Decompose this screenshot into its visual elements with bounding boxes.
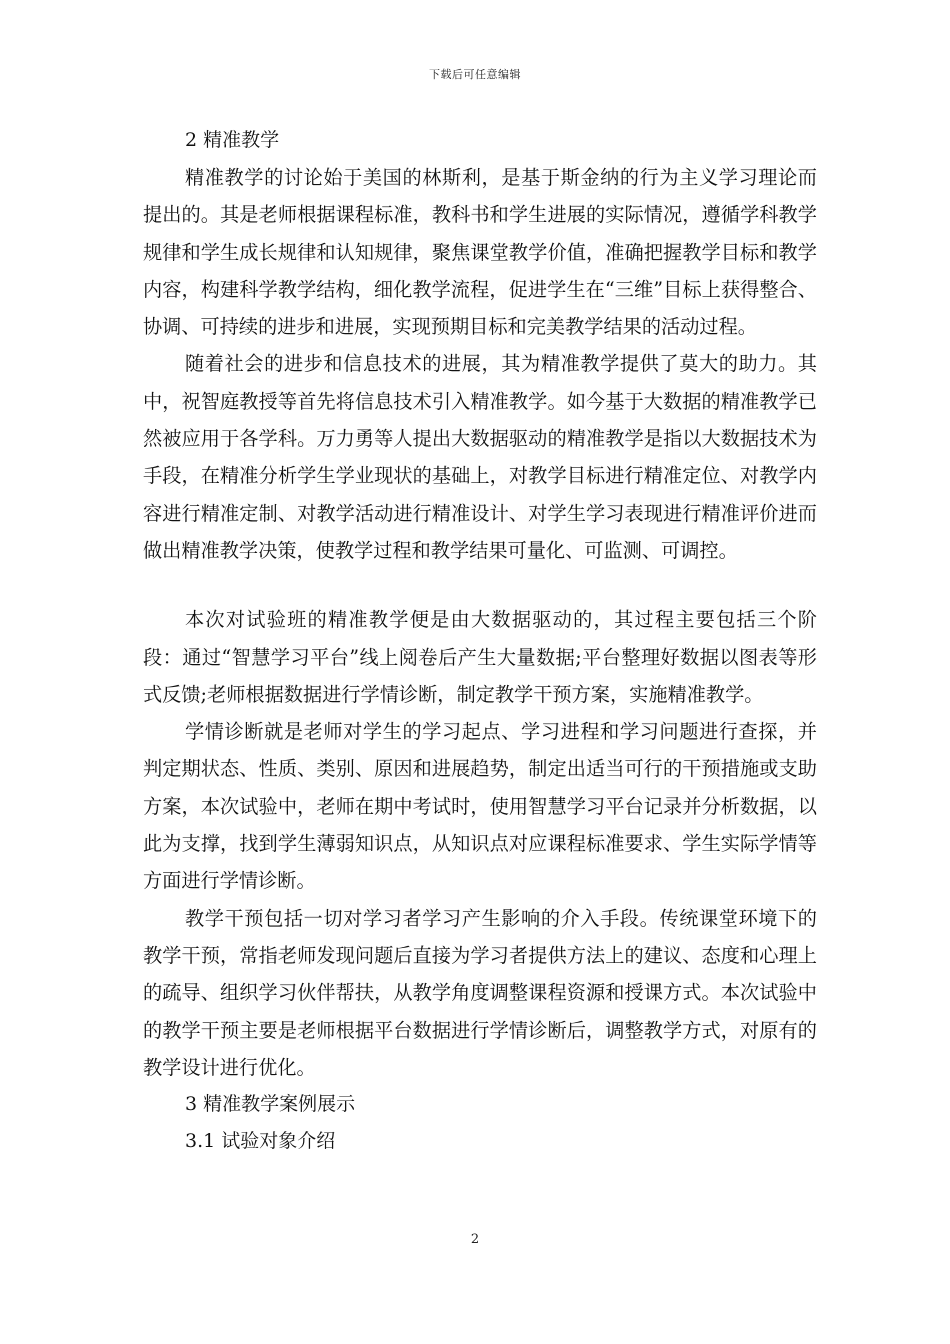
paragraph-learning-diagnosis: 学情诊断就是老师对学生的学习起点、学习进程和学习问题进行查探，并判定期状态、性质、类别、原因和进展趋势，制定出适当可行的干预措施或支助方案，本次试验中，老师在期中考试时，使用智慧学习平台记录并分析数据，以此为支撑，找到学生薄弱知识点，从知识点对应课程标准要求、学生实际学情等方面进行学情诊断。 [143, 720, 817, 893]
paragraph-precision-teaching-definition: 精准教学的讨论始于美国的林斯利，是基于斯金纳的行为主义学习理论而提出的。其是老师根据课程标准，教科书和学生进展的实际情况，遵循学科教学规律和学生成长规律和认知规律，聚焦课堂教学价值，准确把握教学目标和教学内容，构建科学教学结构，细化教学流程，促进学生在“三维”目标上获得整合、协调、可持续的进步和进展，实现预期目标和完美教学结果的活动过程。 [143, 166, 817, 339]
paragraph-experiment-stages: 本次对试验班的精准教学便是由大数据驱动的，其过程主要包括三个阶段：通过“智慧学习平台”线上阅卷后产生大量数据;平台整理好数据以图表等形式反馈;老师根据数据进行学情诊断，制定教学干预方案，实施精准教学。 [143, 608, 817, 706]
page-number: 2 [470, 1232, 480, 1247]
section-heading-3: 3 精准教学案例展示 [185, 1093, 356, 1116]
paragraph-information-technology: 随着社会的进步和信息技术的进展，其为精准教学提供了莫大的助力。其中，祝智庭教授等首先将信息技术引入精准教学。如今基于大数据的精准教学已然被应用于各学科。万力勇等人提出大数据驱动的精准教学是指以大数据技术为手段，在精准分析学生学业现状的基础上，对教学目标进行精准定位、对教学内容进行精准定制、对教学活动进行精准设计、对学生学习表现进行精准评价进而做出精准教学决策，使教学过程和教学结果可量化、可监测、可调控。 [143, 352, 817, 562]
paragraph-gap [143, 569, 817, 601]
section-heading-2: 2 精准教学 [185, 129, 280, 151]
document-body [143, 122, 817, 1160]
paragraph-teaching-intervention: 教学干预包括一切对学习者学习产生影响的介入手段。传统课堂环境下的教学干预，常指老师发现问题后直接为学习者提供方法上的建议、态度和心理上的疏导、组织学习伙伴帮扶，从教学角度调整课程资源和授课方式。本次试验中的教学干预主要是老师根据平台数据进行学情诊断后，调整教学方式，对原有的教学设计进行优化。 [143, 906, 817, 1079]
section-heading-3-1: 3.1 试验对象介绍 [185, 1130, 336, 1153]
page-header: 下载后可任意编辑 [429, 68, 521, 81]
